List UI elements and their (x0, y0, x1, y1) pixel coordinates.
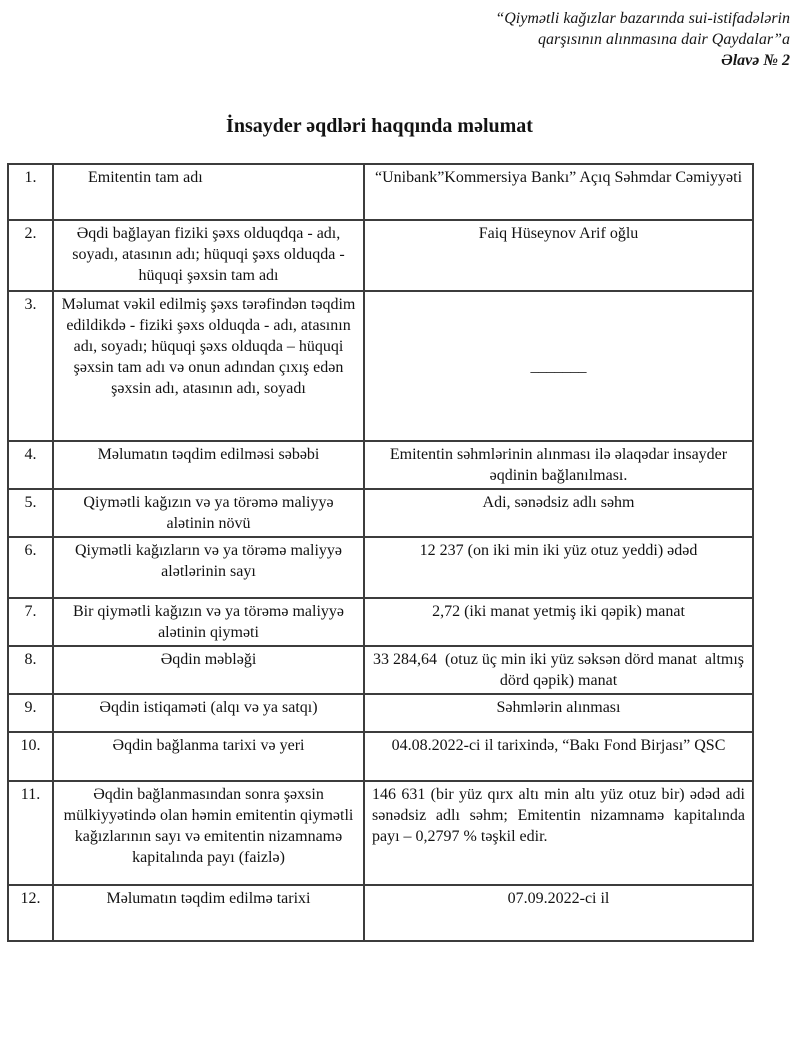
row-label-cell: Məlumatın təqdim edilmə tarixi (53, 885, 364, 941)
citation-line-1: “Qiymətli kağızlar bazarında sui-istifadələrin (495, 10, 790, 27)
regulation-citation (0, 0, 800, 71)
row-number-cell: 9. (8, 694, 53, 732)
table-row (8, 220, 753, 291)
citation-line-2: qarşısının alınmasına dair Qaydalar”a (537, 31, 790, 48)
row-label-cell: Emitentin tam adı (53, 164, 364, 220)
row-label-cell: Məlumat vəkil edilmiş şəxs tərəfindən təqdim edildikdə - fiziki şəxs olduqda - adı, atasının adı, soyadı; hüquqi şəxs olduqda – hüquqi şəxsin tam adı və onun adından çıxış edən şəxsin adı, atasının adı, soyadı (53, 291, 364, 441)
row-value-cell: 12 237 (on iki min iki yüz otuz yeddi) ədəd (364, 537, 753, 598)
page-title: İnsayder əqdləri haqqında məlumat (226, 115, 533, 137)
table-row (8, 885, 753, 941)
table-row (8, 441, 753, 489)
row-number-cell: 12. (8, 885, 53, 941)
row-value-cell: 33 284,64 (otuz üç min iki yüz səksən dörd manat altmış dörd qəpik) manat (364, 646, 753, 694)
row-value-cell: Adi, sənədsiz adlı səhm (364, 489, 753, 537)
row-value-cell: Səhmlərin alınması (364, 694, 753, 732)
row-number-cell: 6. (8, 537, 53, 598)
table-row (8, 732, 753, 781)
row-label-cell: Əqdin məbləği (53, 646, 364, 694)
row-number-cell: 10. (8, 732, 53, 781)
table-row (8, 646, 753, 694)
row-label-cell: Əqdin bağlanmasından sonra şəxsin mülkiyyətində olan həmin emitentin qiymətli kağızlarının sayı və emitentin nizamnamə kapitalında payı (faizlə) (53, 781, 364, 885)
row-number-cell: 2. (8, 220, 53, 291)
row-number-cell: 3. (8, 291, 53, 441)
row-value-cell: Faiq Hüseynov Arif oğlu (364, 220, 753, 291)
row-value-cell: _______ (364, 291, 753, 441)
row-label-cell: Məlumatın təqdim edilməsi səbəbi (53, 441, 364, 489)
row-label-cell: Əqdin istiqaməti (alqı və ya satqı) (53, 694, 364, 732)
row-number-cell: 7. (8, 598, 53, 646)
row-value-cell: Emitentin səhmlərinin alınması ilə əlaqədar insayder əqdinin bağlanılması. (364, 441, 753, 489)
table-row (8, 598, 753, 646)
row-label-cell: Qiymətli kağızların və ya törəmə maliyyə alətlərinin sayı (53, 537, 364, 598)
row-value-cell: 2,72 (iki manat yetmiş iki qəpik) manat (364, 598, 753, 646)
row-value-cell: “Unibank”Kommersiya Bankı” Açıq Səhmdar Cəmiyyəti (364, 164, 753, 220)
row-label-cell: Bir qiymətli kağızın və ya törəmə maliyyə alətinin qiyməti (53, 598, 364, 646)
row-value-cell: 07.09.2022-ci il (364, 885, 753, 941)
insider-deals-table (7, 163, 754, 942)
annex-number: Əlavə № 2 (721, 52, 790, 69)
row-number-cell: 5. (8, 489, 53, 537)
row-value-cell: 146 631 (bir yüz qırx altı min altı yüz otuz bir) ədəd adi sənədsiz adlı səhm; Emitentin nizamnamə kapitalında payı – 0,2797 % təşkil edir. (364, 781, 753, 885)
row-number-cell: 1. (8, 164, 53, 220)
table-row (8, 489, 753, 537)
row-number-cell: 11. (8, 781, 53, 885)
row-label-cell: Qiymətli kağızın və ya törəmə maliyyə alətinin növü (53, 489, 364, 537)
table-row (8, 694, 753, 732)
table-row (8, 164, 753, 220)
row-number-cell: 8. (8, 646, 53, 694)
table-row (8, 291, 753, 441)
row-label-cell: Əqdin bağlanma tarixi və yeri (53, 732, 364, 781)
table-row (8, 537, 753, 598)
row-label-cell: Əqdi bağlayan fiziki şəxs olduqdqa - adı, soyadı, atasının adı; hüquqi şəxs olduqda - hüquqi şəxsin tam adı (53, 220, 364, 291)
row-value-cell: 04.08.2022-ci il tarixində, “Bakı Fond Birjası” QSC (364, 732, 753, 781)
table-row (8, 781, 753, 885)
row-number-cell: 4. (8, 441, 53, 489)
